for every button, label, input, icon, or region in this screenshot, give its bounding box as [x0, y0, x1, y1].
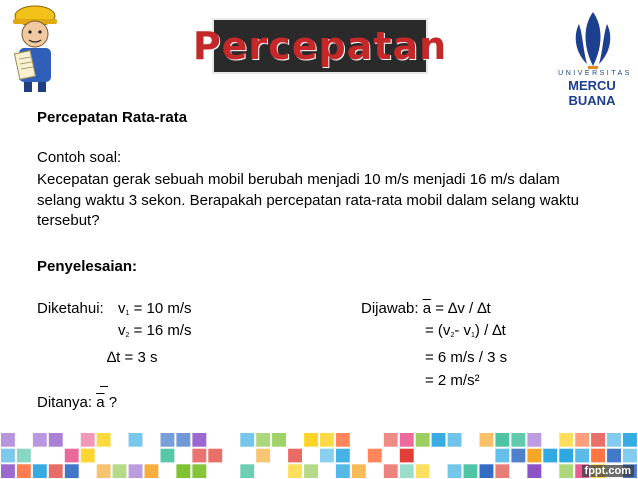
mosaic-tile [432, 433, 446, 447]
asked-line: Ditanya: $\overline{a}$ ? [37, 394, 118, 411]
mosaic-tile [448, 433, 462, 447]
mosaic-tile [320, 433, 334, 447]
mosaic-tile [400, 449, 414, 463]
mosaic-tile [1, 433, 15, 447]
mosaic-tile [623, 433, 637, 447]
mosaic-tile [511, 449, 525, 463]
mosaic-tile [448, 464, 462, 478]
solution-heading: Penyelesaian: [37, 258, 138, 275]
answer-line-4: = 2 m/s² [425, 372, 480, 389]
mosaic-tile [192, 449, 206, 463]
mosaic-tile [543, 449, 557, 463]
answer-line-3: = 6 m/s / 3 s [425, 349, 508, 366]
mosaic-tile [288, 464, 302, 478]
mosaic-tile [623, 449, 637, 463]
mosaic-tile [527, 449, 541, 463]
mosaic-tile [113, 464, 127, 478]
mosaic-tile [495, 464, 509, 478]
mosaic-tile [81, 449, 95, 463]
slide-title: Percepatan [212, 18, 428, 74]
known-delta-t: ∆t = 3 s [107, 349, 158, 366]
logo-university-name: MERCU BUANA [568, 78, 616, 108]
known-v2: $v_2 = 16$ m/s [118, 322, 192, 339]
mosaic-tile [511, 433, 525, 447]
decorative-mosaic-strip [0, 432, 638, 479]
logo-university-label: UNIVERSITAS [558, 70, 632, 77]
mosaic-tile [416, 433, 430, 447]
footer-watermark: fppt.com [582, 465, 634, 477]
mosaic-tile [559, 449, 573, 463]
mosaic-tile [1, 449, 15, 463]
mosaic-tile [495, 449, 509, 463]
mosaic-tile [272, 433, 286, 447]
mosaic-tile [527, 433, 541, 447]
mosaic-tile [65, 464, 79, 478]
answer-line-1: Dijawab: $\overline{a} = \Delta v / \Delta t$ [361, 300, 491, 317]
mosaic-tile [336, 464, 350, 478]
mosaic-tile [65, 449, 79, 463]
mosaic-tile [192, 433, 206, 447]
mosaic-tile [304, 464, 318, 478]
mosaic-tile [559, 464, 573, 478]
mosaic-tile [591, 433, 605, 447]
mosaic-tile [192, 464, 206, 478]
mosaic-tile [208, 449, 222, 463]
mosaic-tile [49, 433, 63, 447]
mosaic-tile [352, 464, 366, 478]
mosaic-tile [33, 464, 47, 478]
mosaic-tile [33, 433, 47, 447]
mosaic-tile [81, 433, 95, 447]
mosaic-tile [97, 433, 111, 447]
mosaic-tile [607, 433, 621, 447]
mosaic-tile [591, 449, 605, 463]
mosaic-tile [575, 449, 589, 463]
mosaic-tile [336, 433, 350, 447]
asked-bar-mark [100, 386, 108, 387]
mosaic-tile [1, 464, 15, 478]
mosaic-tile [240, 433, 254, 447]
mosaic-tile [495, 433, 509, 447]
construction-worker-mascot [4, 2, 66, 94]
mosaic-tile [49, 464, 63, 478]
mosaic-tile [336, 449, 350, 463]
mosaic-tile [400, 433, 414, 447]
mosaic-tile [145, 464, 159, 478]
mosaic-tile [607, 449, 621, 463]
answer-line-2: = ($v_2-$ $v_1) / \Delta t$ [425, 322, 506, 339]
example-label: Contoh soal: [37, 149, 122, 166]
mosaic-tile [304, 433, 318, 447]
mosaic-tile [416, 464, 430, 478]
mosaic-tile [161, 433, 175, 447]
example-question: Kecepatan gerak sebuah mobil berubah menjadi 10 m/s menjadi 16 m/s dalam selang waktu 3 sekon. Berapakah percepatan rata-rata mobil dalam selang waktu tersebut? [37, 171, 579, 229]
mosaic-tile [288, 449, 302, 463]
mosaic-tile [256, 433, 270, 447]
mosaic-tile [384, 433, 398, 447]
mosaic-tile [480, 464, 494, 478]
mosaic-tile [559, 433, 573, 447]
mosaic-tile [480, 433, 494, 447]
mosaic-tile [17, 464, 31, 478]
mosaic-tile [97, 464, 111, 478]
mosaic-tile [384, 464, 398, 478]
mosaic-tile [464, 464, 478, 478]
mosaic-tile [129, 464, 143, 478]
mosaic-tile [17, 449, 31, 463]
mosaic-tile [176, 433, 190, 447]
mosaic-tile [527, 464, 541, 478]
mosaic-tile [400, 464, 414, 478]
known-label: Diketahui: [37, 300, 104, 317]
mosaic-tile [240, 464, 254, 478]
mosaic-tile [368, 449, 382, 463]
mosaic-tile [256, 449, 270, 463]
mosaic-tile [320, 449, 334, 463]
known-v1: $v_1 = 10$ m/s [118, 300, 192, 317]
section-heading: Percepatan Rata-rata [37, 109, 188, 126]
mosaic-tile [575, 433, 589, 447]
mosaic-tile [161, 449, 175, 463]
mosaic-tile [176, 464, 190, 478]
mosaic-tile [129, 433, 143, 447]
